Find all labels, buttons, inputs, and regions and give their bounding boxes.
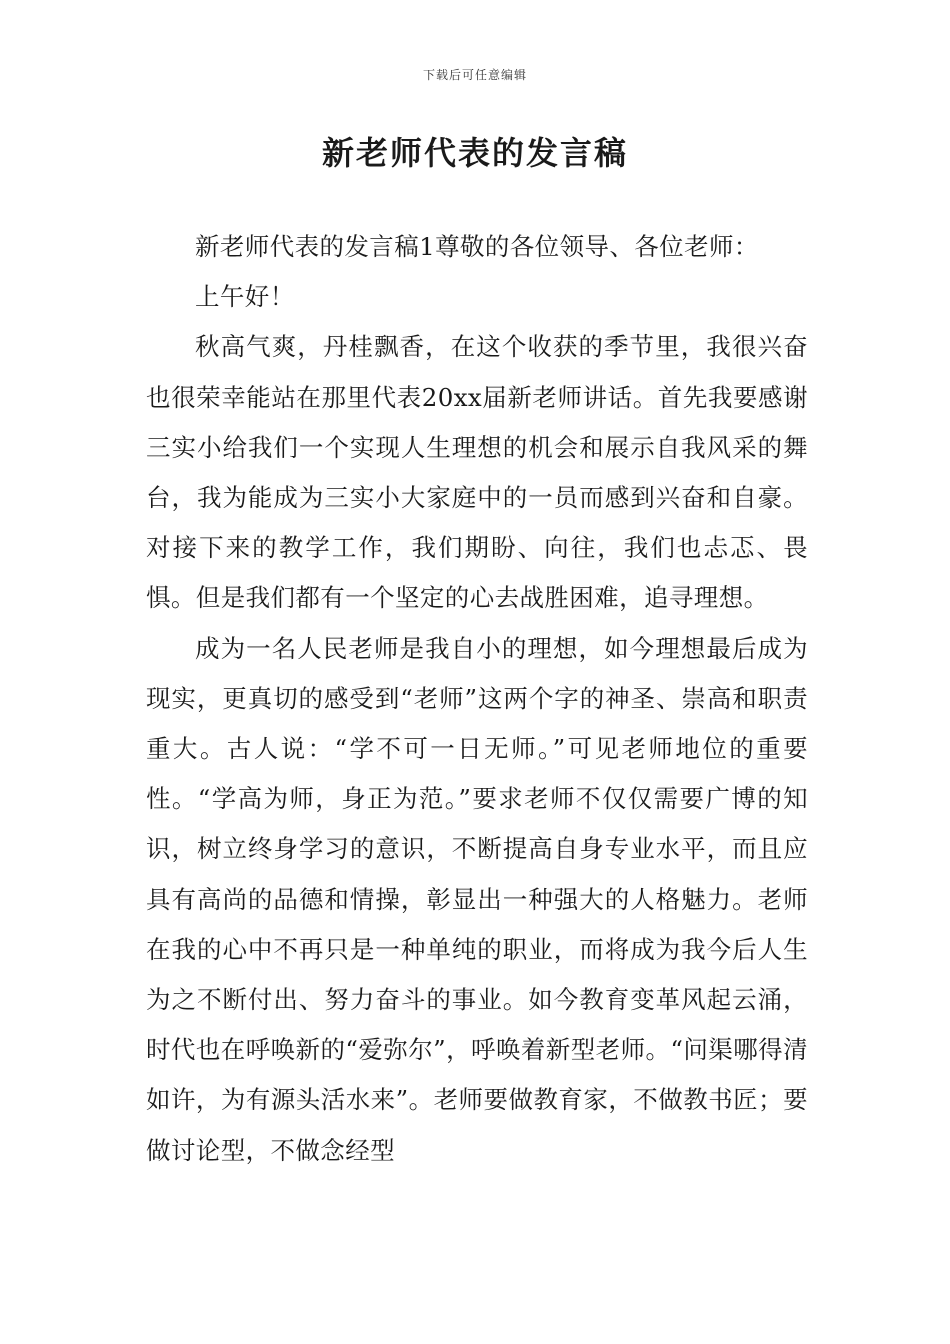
paragraph-greeting: 新老师代表的发言稿1尊敬的各位领导、各位老师： xyxy=(195,232,759,261)
paragraph-intro: 秋高气爽，丹桂飘香，在这个收获的季节里，我很兴奋也很荣幸能站在那里代表20xx届新老师讲话。首先我要感谢三实小给我们一个实现人生理想的机会和展示自我风采的舞台，我为能成为三实小大家庭中的一员而感到兴奋和自豪。对接下来的教学工作，我们期盼、向往，我们也忐忑、畏惧。但是我们都有一个坚定的心去战胜困难，追寻理想。 xyxy=(146,332,808,613)
paragraph-salutation: 上午好！ xyxy=(195,282,295,312)
paragraph-ideal: 成为一名人民老师是我自小的理想，如今理想最后成为现实，更真切的感受到“老师”这两个字的神圣、崇高和职责重大。古人说：“学不可一日无师。”可见老师地位的重要性。“学高为师，身正为范。”要求老师不仅仅需要广博的知识，树立终身学习的意识，不断提高自身专业水平，而且应具有高尚的品德和情操，彰显出一种强大的人格魅力。老师在我的心中不再只是一种单纯的职业，而将成为我今后人生为之不断付出、努力奋斗的事业。如今教育变革风起云涌，时代也在呼唤新的“爱弥尔”，呼唤着新型老师。“问渠哪得清如许，为有源头活水来”。老师要做教育家，不做教书匠；要做讨论型，不做念经型 xyxy=(146,633,808,1165)
header-note: 下载后可任意编辑 xyxy=(422,68,527,82)
document-title: 新老师代表的发言稿 xyxy=(321,134,628,172)
document-body xyxy=(146,222,808,1176)
